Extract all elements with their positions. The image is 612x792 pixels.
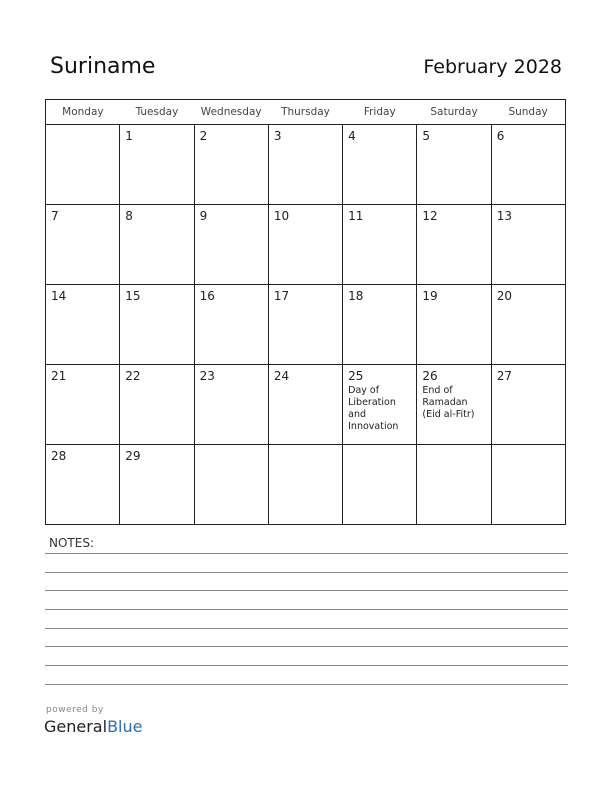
holiday-label: End of Ramadan (Eid al-Fitr) xyxy=(422,385,475,420)
day-cell xyxy=(194,205,268,285)
note-line xyxy=(45,628,568,629)
day-cell xyxy=(491,125,565,205)
day-number: 2 xyxy=(199,129,208,143)
day-cell xyxy=(194,445,268,525)
weekday-header-row xyxy=(46,100,566,125)
day-number: 4 xyxy=(348,129,356,143)
weekday-header: Wednesday xyxy=(194,100,268,125)
day-cell xyxy=(417,445,491,525)
day-cell xyxy=(268,445,342,525)
country-title: Suriname xyxy=(50,54,156,79)
day-cell xyxy=(120,125,194,205)
brand-logo xyxy=(44,717,142,736)
calendar-grid xyxy=(45,99,566,525)
day-number: 8 xyxy=(125,209,133,223)
day-cell xyxy=(46,125,120,205)
day-cell xyxy=(491,365,565,445)
day-number: 24 xyxy=(273,369,290,383)
note-line xyxy=(45,572,568,573)
day-cell xyxy=(194,125,268,205)
holiday-label: Day of Liberation and Innovation xyxy=(348,385,399,432)
brand-general: General xyxy=(44,717,108,736)
day-number: 26 xyxy=(422,369,438,383)
day-number: 13 xyxy=(496,209,512,223)
day-cell xyxy=(343,445,417,525)
day-number: 15 xyxy=(125,289,141,303)
powered-by-text: powered by xyxy=(46,705,104,715)
day-cell xyxy=(343,365,417,445)
day-cell xyxy=(491,205,565,285)
day-number: 25 xyxy=(348,369,364,383)
day-cell xyxy=(120,285,194,365)
day-number: 16 xyxy=(199,289,215,303)
day-number: 11 xyxy=(348,209,364,223)
day-cell xyxy=(268,365,342,445)
brand-blue: Blue xyxy=(107,717,143,736)
day-cell xyxy=(343,285,417,365)
day-cell xyxy=(194,285,268,365)
day-number: 12 xyxy=(422,209,438,223)
day-number: 27 xyxy=(496,369,512,383)
day-number: 6 xyxy=(496,129,505,143)
day-cell xyxy=(120,365,194,445)
day-number: 29 xyxy=(125,449,141,463)
weekday-header: Friday xyxy=(343,100,417,125)
day-cell xyxy=(417,125,491,205)
note-line xyxy=(45,609,568,610)
day-cell xyxy=(46,365,120,445)
weekday-header: Tuesday xyxy=(120,100,194,125)
day-number: 17 xyxy=(273,289,290,303)
weekday-header: Saturday xyxy=(417,100,491,125)
note-line xyxy=(45,684,568,685)
week-row xyxy=(46,125,566,205)
day-number: 22 xyxy=(125,369,141,383)
day-cell xyxy=(417,205,491,285)
day-number: 28 xyxy=(51,449,67,463)
day-number: 21 xyxy=(51,369,67,383)
week-row xyxy=(46,285,566,365)
day-cell xyxy=(417,285,491,365)
weekday-header: Thursday xyxy=(268,100,342,125)
note-line xyxy=(45,646,568,647)
day-cell xyxy=(46,285,120,365)
weekday-header: Monday xyxy=(46,100,120,125)
day-cell xyxy=(268,205,342,285)
day-cell xyxy=(46,205,120,285)
day-number: 14 xyxy=(51,289,67,303)
note-line xyxy=(45,553,568,554)
day-number: 10 xyxy=(273,209,290,223)
week-row xyxy=(46,445,566,525)
day-cell xyxy=(491,285,565,365)
day-number: 9 xyxy=(199,209,208,223)
day-number: 5 xyxy=(422,129,431,143)
week-row xyxy=(46,365,566,445)
month-title: February 2028 xyxy=(423,56,562,78)
day-cell xyxy=(343,125,417,205)
day-cell xyxy=(268,285,342,365)
day-cell xyxy=(417,365,491,445)
day-number: 18 xyxy=(348,289,364,303)
note-line xyxy=(45,590,568,591)
notes-label: NOTES: xyxy=(49,536,94,550)
day-number: 3 xyxy=(273,129,282,143)
day-cell xyxy=(46,445,120,525)
note-line xyxy=(45,665,568,666)
day-cell xyxy=(343,205,417,285)
day-cell xyxy=(120,205,194,285)
day-cell xyxy=(491,445,565,525)
day-number: 1 xyxy=(125,129,133,143)
day-number: 19 xyxy=(422,289,438,303)
day-number: 20 xyxy=(496,289,512,303)
weekday-header: Sunday xyxy=(491,100,565,125)
day-number: 7 xyxy=(51,209,59,223)
day-cell xyxy=(194,365,268,445)
day-number: 23 xyxy=(199,369,215,383)
day-cell xyxy=(120,445,194,525)
week-row xyxy=(46,205,566,285)
day-cell xyxy=(268,125,342,205)
